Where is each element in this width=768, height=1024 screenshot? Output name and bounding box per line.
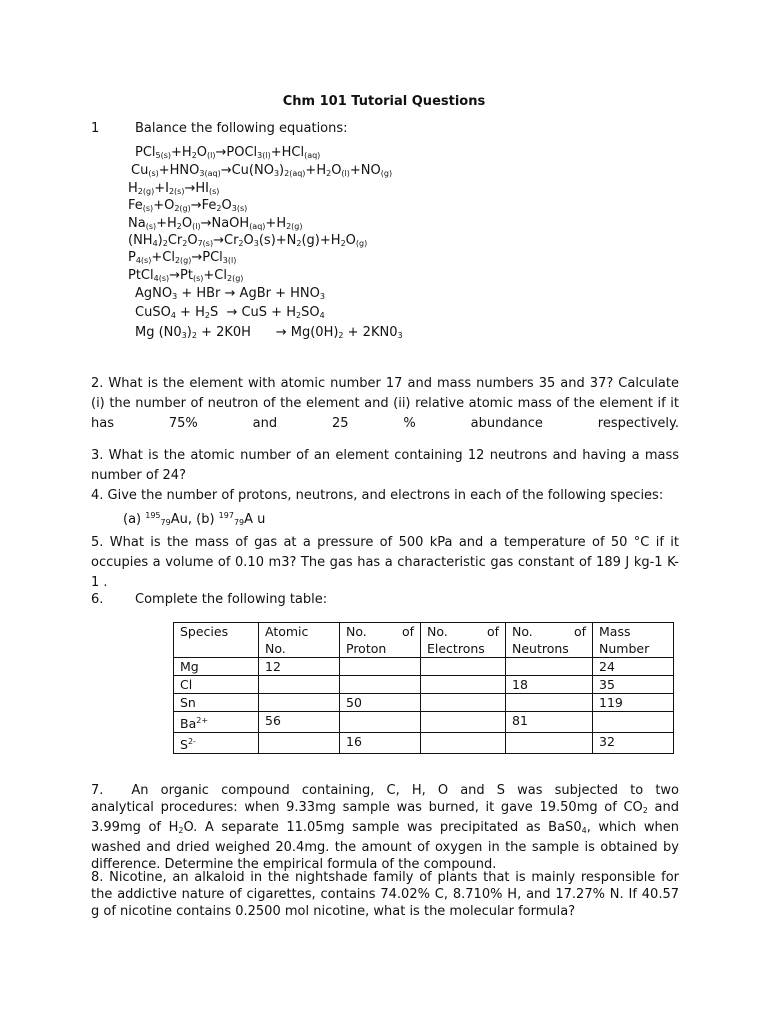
cell-neutrons xyxy=(506,733,593,754)
cell-electrons xyxy=(421,712,506,733)
equation-4: $Fe_{(s)}+O_{2(g)}\to Fe_2O_{3(s)}$ xyxy=(128,198,248,213)
cell-species: Cl xyxy=(174,676,259,694)
equation-1: $PCl_{5(s)}+H_2O_{(l)}\to POCl_{3(l)}+HCl_{(aq)}$ xyxy=(135,145,321,160)
cell-proton xyxy=(340,658,421,676)
table-row xyxy=(174,694,674,712)
question-2: 2. What is the element with atomic number 17 and mass numbers 35 and 37? Calculate (i) the number of neutron of the element and (ii) relative atomic mass of the element if it has 75% and 25 % abundance respectively. xyxy=(91,376,679,431)
cell-species: $S^{2-}$ xyxy=(174,733,259,754)
table-row xyxy=(174,712,674,733)
question-4-species: (a) $^{195}_{79}$Au, (b) $^{197}_{79}$A u xyxy=(123,511,266,527)
question-8: 8. Nicotine, an alkaloid in the nightshade family of plants that is mainly responsible for the addictive nature of cigarettes, contains 74.02% C, 8.710% H, and 17.27% N. If 40.57 g of nicotine contains 0.2500 mol nicotine, what is the molecular formula? xyxy=(91,870,679,919)
equation-2: $Cu_{(s)}+HNO_{3(aq)}\to Cu(NO_3)_{2(aq)}+H_2O_{(l)}+NO_{(g)}$ xyxy=(131,163,393,178)
cell-proton: 16 xyxy=(340,733,421,754)
table-row xyxy=(174,733,674,754)
cell-atomic: 56 xyxy=(259,712,340,733)
cell-electrons xyxy=(421,676,506,694)
table-row xyxy=(174,658,674,676)
equation-8: $PtCl_{4(s)}\to Pt_{(s)}+Cl_{2(g)}$ xyxy=(128,268,244,283)
header-no-of-neutrons: No. of Neutrons xyxy=(506,623,593,658)
equation-6: $(NH_4)_2Cr_2O_{7(s)}\to Cr_2O_3(s)+N_2(g)+H_2O_{(g)}$ xyxy=(128,233,368,248)
questions-3-5 xyxy=(91,446,679,593)
question-6-heading: Complete the following table: xyxy=(135,592,328,607)
question-6-number: 6. xyxy=(91,592,104,607)
cell-neutrons xyxy=(506,658,593,676)
equation-9: AgNO$_3$ + HBr → AgBr + $HNO_3$ xyxy=(135,286,325,301)
cell-proton xyxy=(340,676,421,694)
cell-atomic xyxy=(259,733,340,754)
cell-mass: 32 xyxy=(593,733,674,754)
cell-neutrons xyxy=(506,694,593,712)
equation-3: $H_{2(g)}+I_{2(s)}\to HI_{(s)}$ xyxy=(128,181,220,196)
page-title: Chm 101 Tutorial Questions xyxy=(282,94,486,109)
cell-species: Sn xyxy=(174,694,259,712)
header-species: Species xyxy=(174,623,259,658)
header-mass-number: Mass Number xyxy=(593,623,674,658)
header-atomic-no: Atomic No. xyxy=(259,623,340,658)
cell-species: Mg xyxy=(174,658,259,676)
header-no-of-electrons: No. of Electrons xyxy=(421,623,506,658)
equation-10: CuSO$_4$ + $H_2S$ → CuS + $H_2SO_4$ xyxy=(135,305,325,320)
equation-11: Mg $(N0_3)_2 + 2K0H$ → $Mg(0H)_2 + 2KN0_3$ xyxy=(135,325,403,340)
cell-mass: 35 xyxy=(593,676,674,694)
cell-atomic xyxy=(259,676,340,694)
question-7-number: 7. xyxy=(91,783,104,798)
question-5: 5. What is the mass of gas at a pressure of 500 kPa and a temperature of 50 °C if it occupies a volume of 0.10 m3? The gas has a characteristic gas constant of 189 J kg-1 K-1 . xyxy=(91,535,679,590)
cell-electrons xyxy=(421,658,506,676)
equation-5: $Na_{(s)}+H_2O_{(l)}\to NaOH_{(aq)}+H_{2(g)}$ xyxy=(128,216,303,231)
cell-atomic xyxy=(259,694,340,712)
question-7: 7. An organic compound containing, C, H, O and S was subjected to two analytical procedures: when 9.33mg sample was burned, it gave 19.50mg of $CO_2$ and 3.99mg of $H_2O$. A separate 11.05mg sample was precipitated as $BaS0_4$, which when washed and dried weighed 20.4mg. the amount of oxygen in the sample is obtained by difference. Determine the empirical formula of the compound. xyxy=(91,783,679,872)
cell-mass xyxy=(593,712,674,733)
question-4: 4. Give the number of protons, neutrons, and electrons in each of the following species: xyxy=(91,488,664,503)
cell-mass: 119 xyxy=(593,694,674,712)
species-table xyxy=(173,622,674,754)
equation-7: $P_{4(s)}+Cl_{2(g)}\to PCl_{3(l)}$ xyxy=(128,250,237,265)
table-row xyxy=(174,676,674,694)
cell-mass: 24 xyxy=(593,658,674,676)
cell-neutrons: 81 xyxy=(506,712,593,733)
cell-proton xyxy=(340,712,421,733)
cell-neutrons: 18 xyxy=(506,676,593,694)
question-3: 3. What is the atomic number of an element containing 12 neutrons and having a mass number of 24? xyxy=(91,448,679,483)
cell-proton: 50 xyxy=(340,694,421,712)
question-1-heading: Balance the following equations: xyxy=(135,121,348,136)
header-no-of-proton: No. of Proton xyxy=(340,623,421,658)
cell-atomic: 12 xyxy=(259,658,340,676)
cell-electrons xyxy=(421,733,506,754)
cell-species: $Ba^{2+}$ xyxy=(174,712,259,733)
question-1-number: 1 xyxy=(91,121,100,136)
table-header-row xyxy=(174,623,674,658)
cell-electrons xyxy=(421,694,506,712)
